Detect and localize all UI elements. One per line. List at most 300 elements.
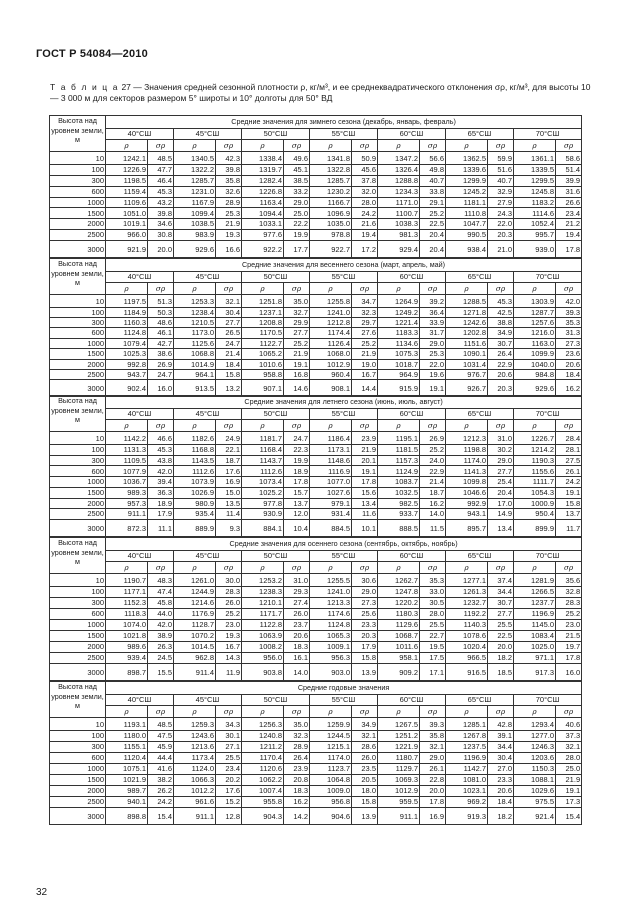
density-cell: 1148.6 <box>310 455 352 466</box>
density-cell: 1247.8 <box>378 587 420 598</box>
deviation-cell: 22.3 <box>284 444 310 455</box>
density-cell: 1118.3 <box>106 609 148 620</box>
height-column-header: Высота над уровнем земли, м <box>50 538 106 574</box>
latitude-header: 65°СШ <box>446 694 514 706</box>
density-symbol: ρ <box>446 420 488 432</box>
density-cell: 911.1 <box>174 807 216 824</box>
density-cell: 1197.5 <box>106 295 148 307</box>
deviation-cell: 17.7 <box>284 240 310 257</box>
deviation-symbol: σρ <box>556 283 582 295</box>
density-cell: 1079.4 <box>106 338 148 348</box>
density-cell: 1038.3 <box>378 219 420 230</box>
deviation-cell: 22.5 <box>420 219 446 230</box>
density-cell: 926.7 <box>446 380 488 396</box>
density-cell: 1261.3 <box>446 587 488 598</box>
deviation-cell: 45.3 <box>148 186 174 197</box>
deviation-cell: 14.9 <box>488 509 514 520</box>
density-cell: 964.9 <box>378 369 420 379</box>
density-cell: 888.5 <box>378 520 420 537</box>
deviation-symbol: σρ <box>420 562 446 574</box>
density-cell: 922.7 <box>310 240 352 257</box>
table-row <box>50 619 582 630</box>
density-cell: 971.1 <box>514 652 556 663</box>
deviation-cell: 18.7 <box>420 487 446 498</box>
height-cell: 3000 <box>50 520 106 537</box>
density-cell: 956.0 <box>242 652 284 663</box>
density-cell: 1109.5 <box>106 455 148 466</box>
deviation-cell: 20.6 <box>284 630 310 641</box>
deviation-cell: 46.4 <box>148 175 174 186</box>
deviation-cell: 36.3 <box>148 487 174 498</box>
deviation-cell: 19.3 <box>216 229 242 240</box>
deviation-cell: 37.8 <box>352 175 378 186</box>
deviation-cell: 29.0 <box>420 753 446 764</box>
density-symbol: ρ <box>242 283 284 295</box>
deviation-cell: 25.3 <box>216 208 242 219</box>
deviation-cell: 26.9 <box>420 432 446 445</box>
density-cell: 1114.6 <box>514 208 556 219</box>
deviation-cell: 39.8 <box>148 208 174 219</box>
deviation-cell: 34.4 <box>488 742 514 753</box>
density-symbol: ρ <box>378 420 420 432</box>
deviation-cell: 37.3 <box>556 731 582 742</box>
deviation-cell: 24.7 <box>284 432 310 445</box>
density-cell: 943.7 <box>106 369 148 379</box>
latitude-header: 60°СШ <box>378 694 446 706</box>
density-cell: 1142.7 <box>446 763 488 774</box>
density-cell: 1244.5 <box>310 731 352 742</box>
deviation-cell: 28.9 <box>216 197 242 208</box>
deviation-symbol: σρ <box>284 140 310 152</box>
deviation-symbol: σρ <box>488 140 514 152</box>
density-cell: 1025.2 <box>242 487 284 498</box>
height-cell: 1500 <box>50 630 106 641</box>
density-cell: 1025.3 <box>106 349 148 359</box>
deviation-cell: 23.5 <box>352 763 378 774</box>
deviation-symbol: σρ <box>148 283 174 295</box>
deviation-cell: 19.1 <box>556 487 582 498</box>
density-symbol: ρ <box>310 420 352 432</box>
height-column-header: Высота над уровнем земли, м <box>50 116 106 152</box>
deviation-cell: 17.9 <box>352 641 378 652</box>
density-cell: 908.1 <box>310 380 352 396</box>
deviation-cell: 13.5 <box>216 498 242 509</box>
density-cell: 1180.0 <box>106 731 148 742</box>
density-cell: 1212.3 <box>446 432 488 445</box>
deviation-cell: 28.0 <box>420 609 446 620</box>
deviation-cell: 34.9 <box>488 328 514 338</box>
density-cell: 884.1 <box>242 520 284 537</box>
latitude-header: 65°СШ <box>446 408 514 420</box>
deviation-symbol: σρ <box>216 420 242 432</box>
deviation-cell: 16.1 <box>284 652 310 663</box>
density-cell: 1134.6 <box>378 338 420 348</box>
density-cell: 1052.4 <box>514 219 556 230</box>
height-cell: 600 <box>50 466 106 477</box>
deviation-cell: 25.2 <box>284 338 310 348</box>
deviation-cell: 36.4 <box>420 307 446 317</box>
deviation-symbol: σρ <box>556 420 582 432</box>
deviation-cell: 19.1 <box>284 359 310 369</box>
deviation-cell: 19.1 <box>352 466 378 477</box>
density-cell: 981.3 <box>378 229 420 240</box>
deviation-cell: 26.5 <box>216 328 242 338</box>
density-cell: 1341.8 <box>310 152 352 165</box>
density-cell: 1262.7 <box>378 574 420 587</box>
deviation-cell: 27.4 <box>284 598 310 609</box>
table-row <box>50 487 582 498</box>
density-cell: 1163.4 <box>242 197 284 208</box>
density-cell: 1361.1 <box>514 152 556 165</box>
deviation-cell: 29.9 <box>284 317 310 327</box>
deviation-cell: 24.7 <box>148 369 174 379</box>
deviation-cell: 23.9 <box>284 763 310 774</box>
density-cell: 1174.0 <box>310 753 352 764</box>
deviation-cell: 20.3 <box>352 630 378 641</box>
density-cell: 1181.7 <box>242 432 284 445</box>
deviation-cell: 20.6 <box>556 359 582 369</box>
density-cell: 1208.8 <box>242 317 284 327</box>
height-cell: 100 <box>50 731 106 742</box>
density-cell: 1183.3 <box>378 328 420 338</box>
density-cell: 1068.8 <box>174 349 216 359</box>
deviation-cell: 24.7 <box>216 338 242 348</box>
deviation-cell: 30.4 <box>216 307 242 317</box>
deviation-cell: 15.8 <box>352 652 378 663</box>
height-cell: 1000 <box>50 619 106 630</box>
density-cell: 989.7 <box>106 785 148 796</box>
deviation-cell: 35.8 <box>216 175 242 186</box>
deviation-cell: 32.1 <box>216 295 242 307</box>
deviation-symbol: σρ <box>284 420 310 432</box>
deviation-cell: 13.7 <box>284 498 310 509</box>
table-row <box>50 219 582 230</box>
deviation-cell: 26.0 <box>216 598 242 609</box>
density-symbol: ρ <box>242 420 284 432</box>
density-cell: 1245.2 <box>446 186 488 197</box>
density-cell: 1190.7 <box>106 574 148 587</box>
deviation-cell: 27.5 <box>556 455 582 466</box>
deviation-cell: 42.0 <box>556 295 582 307</box>
deviation-cell: 45.8 <box>148 598 174 609</box>
density-cell: 911.4 <box>174 663 216 680</box>
deviation-cell: 58.6 <box>556 152 582 165</box>
density-cell: 1362.5 <box>446 152 488 165</box>
deviation-cell: 38.2 <box>148 774 174 785</box>
deviation-cell: 33.8 <box>420 186 446 197</box>
deviation-cell: 20.0 <box>148 240 174 257</box>
density-cell: 1232.7 <box>446 598 488 609</box>
density-cell: 1213.6 <box>174 742 216 753</box>
density-cell: 1012.9 <box>310 359 352 369</box>
deviation-cell: 10.1 <box>352 520 378 537</box>
density-cell: 902.4 <box>106 380 148 396</box>
density-cell: 1155.6 <box>514 466 556 477</box>
density-cell: 961.6 <box>174 796 216 807</box>
deviation-cell: 16.6 <box>216 240 242 257</box>
latitude-header: 50°СШ <box>242 694 310 706</box>
deviation-cell: 39.2 <box>420 295 446 307</box>
density-cell: 1293.4 <box>514 718 556 731</box>
deviation-cell: 16.0 <box>148 380 174 396</box>
density-cell: 1238.4 <box>174 307 216 317</box>
height-column-header: Высота над уровнем земли, м <box>50 259 106 295</box>
density-cell: 919.3 <box>446 807 488 824</box>
density-cell: 990.5 <box>446 229 488 240</box>
table-row <box>50 753 582 764</box>
deviation-cell: 19.9 <box>284 229 310 240</box>
density-cell: 1020.4 <box>446 641 488 652</box>
density-cell: 1339.5 <box>514 165 556 176</box>
height-cell: 3000 <box>50 380 106 396</box>
deviation-cell: 11.1 <box>148 520 174 537</box>
density-cell: 979.1 <box>310 498 352 509</box>
density-cell: 911.1 <box>106 509 148 520</box>
density-cell: 904.6 <box>310 807 352 824</box>
density-cell: 940.1 <box>106 796 148 807</box>
deviation-cell: 26.2 <box>148 785 174 796</box>
deviation-cell: 32.0 <box>352 186 378 197</box>
height-cell: 300 <box>50 175 106 186</box>
deviation-cell: 15.6 <box>352 487 378 498</box>
density-cell: 1281.9 <box>514 574 556 587</box>
season-title: Средние значения для осеннего сезона (сентябрь, октябрь, ноябрь) <box>106 538 582 551</box>
deviation-cell: 27.0 <box>488 763 514 774</box>
density-cell: 1285.7 <box>174 175 216 186</box>
deviation-cell: 33.2 <box>284 186 310 197</box>
deviation-cell: 38.5 <box>284 175 310 186</box>
density-cell: 1271.8 <box>446 307 488 317</box>
deviation-cell: 28.0 <box>352 197 378 208</box>
latitude-header: 40°СШ <box>106 550 174 562</box>
deviation-cell: 19.7 <box>556 641 582 652</box>
deviation-cell: 13.9 <box>352 663 378 680</box>
density-cell: 1145.0 <box>514 619 556 630</box>
deviation-cell: 19.1 <box>420 380 446 396</box>
density-cell: 1173.0 <box>174 328 216 338</box>
height-cell: 1500 <box>50 349 106 359</box>
latitude-header: 45°СШ <box>174 408 242 420</box>
caption-lead: Т а б л и ц а <box>50 82 120 92</box>
height-cell: 600 <box>50 609 106 620</box>
density-symbol: ρ <box>174 706 216 718</box>
density-cell: 1240.8 <box>242 731 284 742</box>
density-cell: 1216.0 <box>514 328 556 338</box>
deviation-cell: 21.0 <box>488 240 514 257</box>
deviation-cell: 21.9 <box>216 219 242 230</box>
deviation-cell: 27.7 <box>488 609 514 620</box>
density-cell: 1347.2 <box>378 152 420 165</box>
density-cell: 1122.7 <box>242 338 284 348</box>
deviation-cell: 35.0 <box>284 295 310 307</box>
deviation-cell: 24.2 <box>352 208 378 219</box>
density-cell: 1155.1 <box>106 742 148 753</box>
standard-title: ГОСТ Р 54084—2010 <box>36 48 148 60</box>
deviation-cell: 17.8 <box>284 477 310 488</box>
deviation-cell: 15.5 <box>148 663 174 680</box>
density-cell: 1019.1 <box>106 219 148 230</box>
deviation-cell: 17.3 <box>556 796 582 807</box>
deviation-cell: 34.6 <box>148 219 174 230</box>
deviation-cell: 40.7 <box>420 175 446 186</box>
deviation-cell: 29.3 <box>284 587 310 598</box>
deviation-cell: 20.4 <box>420 229 446 240</box>
deviation-cell: 18.7 <box>216 455 242 466</box>
density-cell: 1026.9 <box>174 487 216 498</box>
deviation-cell: 21.9 <box>352 349 378 359</box>
deviation-cell: 25.2 <box>556 609 582 620</box>
density-cell: 1143.7 <box>242 455 284 466</box>
height-cell: 300 <box>50 742 106 753</box>
latitude-header: 40°СШ <box>106 271 174 283</box>
deviation-cell: 19.0 <box>352 359 378 369</box>
deviation-symbol: σρ <box>488 283 514 295</box>
deviation-cell: 21.6 <box>352 219 378 230</box>
deviation-cell: 44.0 <box>148 609 174 620</box>
density-cell: 929.6 <box>174 240 216 257</box>
deviation-cell: 40.7 <box>488 175 514 186</box>
density-cell: 1112.6 <box>174 466 216 477</box>
density-symbol: ρ <box>514 706 556 718</box>
deviation-cell: 46.1 <box>148 328 174 338</box>
deviation-cell: 30.7 <box>488 338 514 348</box>
latitude-header: 60°СШ <box>378 408 446 420</box>
height-cell: 600 <box>50 186 106 197</box>
density-cell: 1203.6 <box>514 753 556 764</box>
deviation-cell: 25.2 <box>216 609 242 620</box>
latitude-header: 70°СШ <box>514 408 582 420</box>
density-cell: 1029.6 <box>514 785 556 796</box>
deviation-cell: 21.4 <box>420 477 446 488</box>
density-cell: 1221.9 <box>378 742 420 753</box>
density-cell: 1126.4 <box>310 338 352 348</box>
deviation-cell: 29.0 <box>284 197 310 208</box>
deviation-cell: 47.7 <box>148 165 174 176</box>
density-cell: 899.9 <box>514 520 556 537</box>
season-title: Средние годовые значения <box>106 682 582 695</box>
density-cell: 1142.2 <box>106 432 148 445</box>
deviation-cell: 20.2 <box>216 774 242 785</box>
deviation-cell: 26.1 <box>556 466 582 477</box>
deviation-cell: 30.4 <box>488 753 514 764</box>
density-cell: 960.4 <box>310 369 352 379</box>
deviation-cell: 17.8 <box>420 796 446 807</box>
deviation-cell: 39.3 <box>556 307 582 317</box>
density-cell: 921.9 <box>106 240 148 257</box>
density-cell: 1099.4 <box>174 208 216 219</box>
density-cell: 1027.6 <box>310 487 352 498</box>
density-cell: 1012.9 <box>378 785 420 796</box>
height-cell: 2000 <box>50 498 106 509</box>
deviation-cell: 29.7 <box>352 317 378 327</box>
deviation-cell: 18.0 <box>352 785 378 796</box>
deviation-cell: 35.0 <box>284 718 310 731</box>
deviation-symbol: σρ <box>216 706 242 718</box>
latitude-header: 55°СШ <box>310 550 378 562</box>
height-cell: 600 <box>50 753 106 764</box>
density-cell: 1014.5 <box>174 641 216 652</box>
density-cell: 1166.7 <box>310 197 352 208</box>
height-cell: 10 <box>50 152 106 165</box>
deviation-cell: 42.0 <box>148 619 174 630</box>
deviation-cell: 29.1 <box>420 197 446 208</box>
density-cell: 1285.7 <box>310 175 352 186</box>
density-cell: 916.5 <box>446 663 488 680</box>
density-cell: 1129.7 <box>378 763 420 774</box>
deviation-cell: 39.9 <box>556 175 582 186</box>
height-cell: 3000 <box>50 663 106 680</box>
deviation-cell: 17.5 <box>420 652 446 663</box>
table-row <box>50 197 582 208</box>
latitude-header: 40°СШ <box>106 128 174 140</box>
deviation-cell: 26.1 <box>420 763 446 774</box>
density-cell: 950.4 <box>514 509 556 520</box>
deviation-cell: 22.0 <box>420 359 446 369</box>
density-cell: 1319.7 <box>242 165 284 176</box>
density-cell: 1112.6 <box>242 466 284 477</box>
density-cell: 1215.1 <box>310 742 352 753</box>
density-cell: 1212.8 <box>310 317 352 327</box>
deviation-cell: 22.1 <box>216 444 242 455</box>
density-cell: 903.8 <box>242 663 284 680</box>
latitude-header: 60°СШ <box>378 550 446 562</box>
deviation-cell: 23.7 <box>284 619 310 630</box>
deviation-cell: 28.3 <box>556 598 582 609</box>
height-cell: 2500 <box>50 369 106 379</box>
table-row <box>50 328 582 338</box>
density-symbol: ρ <box>310 562 352 574</box>
density-cell: 1210.5 <box>174 317 216 327</box>
deviation-cell: 34.9 <box>352 718 378 731</box>
density-cell: 1196.9 <box>446 753 488 764</box>
density-cell: 1181.1 <box>446 197 488 208</box>
deviation-cell: 17.2 <box>352 240 378 257</box>
density-cell: 1198.5 <box>106 175 148 186</box>
deviation-cell: 14.2 <box>284 807 310 824</box>
density-cell: 898.8 <box>106 807 148 824</box>
density-cell: 1070.2 <box>174 630 216 641</box>
deviation-cell: 26.4 <box>488 349 514 359</box>
deviation-cell: 15.0 <box>216 487 242 498</box>
density-cell: 1322.2 <box>174 165 216 176</box>
density-cell: 1237.7 <box>514 598 556 609</box>
density-cell: 1192.2 <box>446 609 488 620</box>
deviation-cell: 34.7 <box>352 295 378 307</box>
deviation-cell: 32.9 <box>488 186 514 197</box>
deviation-cell: 27.7 <box>284 328 310 338</box>
density-cell: 1069.3 <box>378 774 420 785</box>
density-cell: 1234.3 <box>378 186 420 197</box>
density-cell: 1038.5 <box>174 219 216 230</box>
density-cell: 1083.4 <box>514 630 556 641</box>
height-cell: 10 <box>50 574 106 587</box>
density-cell: 903.0 <box>310 663 352 680</box>
density-cell: 1190.3 <box>514 455 556 466</box>
density-symbol: ρ <box>106 562 148 574</box>
deviation-cell: 15.7 <box>284 487 310 498</box>
deviation-cell: 12.0 <box>284 509 310 520</box>
deviation-cell: 35.8 <box>420 731 446 742</box>
density-cell: 1068.7 <box>378 630 420 641</box>
table-row <box>50 349 582 359</box>
deviation-cell: 22.7 <box>420 630 446 641</box>
latitude-header: 70°СШ <box>514 128 582 140</box>
deviation-cell: 21.9 <box>352 444 378 455</box>
deviation-symbol: σρ <box>488 420 514 432</box>
deviation-cell: 22.9 <box>488 359 514 369</box>
deviation-cell: 25.3 <box>420 349 446 359</box>
density-symbol: ρ <box>310 283 352 295</box>
